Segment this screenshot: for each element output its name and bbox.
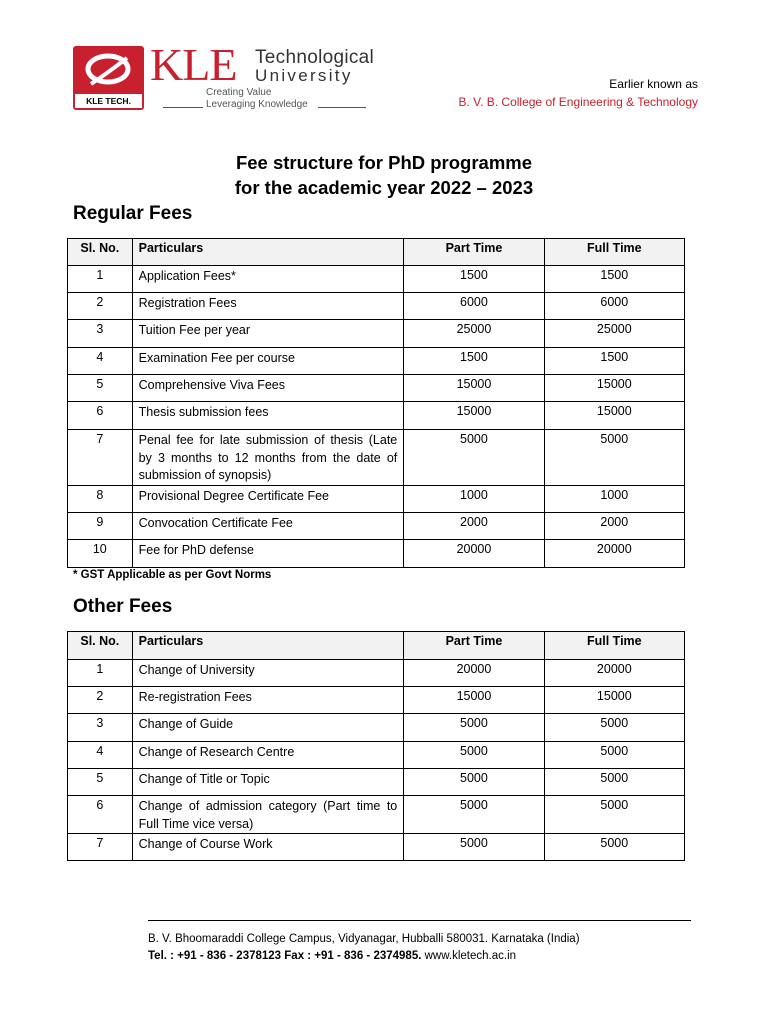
footer-website: www.kletech.ac.in: [421, 950, 517, 962]
kle-swirl-icon: [81, 50, 136, 92]
former-college-name: B. V. B. College of Engineering & Technology: [458, 95, 698, 109]
logo-tagline-2: Leveraging Knowledge: [206, 99, 308, 110]
cell-particular: Change of admission category (Part time to Full Time vice versa): [132, 796, 404, 834]
logo-technological: Technological: [255, 47, 375, 68]
cell-part-time: 5000: [404, 769, 544, 796]
other-fees-heading: Other Fees: [73, 596, 173, 617]
cell-sl-no: 6: [68, 402, 133, 430]
table-row: [68, 539, 685, 567]
table-row: [68, 512, 685, 539]
table-row: [68, 293, 685, 320]
table-row: [68, 742, 685, 769]
cell-part-time: 5000: [404, 714, 544, 742]
table-row: [68, 375, 685, 402]
logo-university: University: [255, 66, 353, 85]
cell-full-time: 1500: [544, 266, 684, 293]
cell-sl-no: 2: [68, 293, 133, 320]
table-row: [68, 485, 685, 512]
cell-full-time: 20000: [544, 660, 684, 687]
table-row: [68, 430, 685, 486]
cell-particular: Fee for PhD defense: [132, 539, 404, 567]
col-sl-no: Sl. No.: [68, 632, 133, 660]
cell-particular: Thesis submission fees: [132, 402, 404, 430]
cell-particular: Change of Course Work: [132, 834, 404, 861]
footer-contact: [148, 950, 516, 962]
earlier-known-as: Earlier known as: [609, 77, 698, 91]
cell-full-time: 5000: [544, 430, 684, 486]
cell-part-time: 5000: [404, 834, 544, 861]
cell-part-time: 25000: [404, 320, 544, 348]
cell-full-time: 5000: [544, 714, 684, 742]
logo-divider-right: [318, 107, 366, 108]
cell-full-time: 5000: [544, 742, 684, 769]
cell-full-time: 15000: [544, 687, 684, 714]
cell-part-time: 20000: [404, 539, 544, 567]
logo-tagline-1: Creating Value: [206, 87, 272, 98]
other-fees-table: [67, 631, 685, 861]
title-line-2: for the academic year 2022 – 2023: [234, 177, 534, 198]
table-header-row: [68, 239, 685, 266]
cell-particular: Convocation Certificate Fee: [132, 512, 404, 539]
cell-sl-no: 5: [68, 769, 133, 796]
cell-full-time: 15000: [544, 375, 684, 402]
cell-particular: Change of Research Centre: [132, 742, 404, 769]
kle-logo-mark: [73, 46, 144, 110]
table-row: [68, 402, 685, 430]
cell-full-time: 15000: [544, 402, 684, 430]
title-line-1: Fee structure for PhD programme: [235, 152, 533, 173]
cell-full-time: 1500: [544, 348, 684, 375]
table-header-row: [68, 632, 685, 660]
cell-full-time: 5000: [544, 796, 684, 834]
table-row: [68, 660, 685, 687]
cell-part-time: 15000: [404, 402, 544, 430]
cell-sl-no: 1: [68, 266, 133, 293]
cell-sl-no: 6: [68, 796, 133, 834]
footer-address: B. V. Bhoomaraddi College Campus, Vidyanagar, Hubballi 580031. Karnataka (India): [148, 933, 580, 945]
cell-particular: Re-registration Fees: [132, 687, 404, 714]
cell-part-time: 5000: [404, 430, 544, 486]
logo-tag: KLE TECH.: [75, 94, 142, 108]
cell-part-time: 1500: [404, 266, 544, 293]
document-title: [0, 150, 768, 200]
cell-particular: Change of University: [132, 660, 404, 687]
cell-particular: Provisional Degree Certificate Fee: [132, 485, 404, 512]
cell-full-time: 6000: [544, 293, 684, 320]
cell-sl-no: 10: [68, 539, 133, 567]
cell-sl-no: 5: [68, 375, 133, 402]
footer-divider: [148, 920, 691, 921]
cell-particular: Examination Fee per course: [132, 348, 404, 375]
cell-sl-no: 1: [68, 660, 133, 687]
cell-full-time: 25000: [544, 320, 684, 348]
cell-part-time: 20000: [404, 660, 544, 687]
cell-sl-no: 2: [68, 687, 133, 714]
gst-note: * GST Applicable as per Govt Norms: [73, 569, 272, 581]
cell-sl-no: 9: [68, 512, 133, 539]
col-full-time: Full Time: [544, 632, 684, 660]
col-particulars: Particulars: [132, 632, 404, 660]
col-sl-no: Sl. No.: [68, 239, 133, 266]
col-full-time: Full Time: [544, 239, 684, 266]
cell-full-time: 20000: [544, 539, 684, 567]
regular-fees-table: [67, 238, 685, 568]
cell-part-time: 5000: [404, 796, 544, 834]
cell-sl-no: 8: [68, 485, 133, 512]
table-row: [68, 320, 685, 348]
cell-part-time: 6000: [404, 293, 544, 320]
cell-part-time: 5000: [404, 742, 544, 769]
cell-sl-no: 4: [68, 348, 133, 375]
table-row: [68, 714, 685, 742]
cell-sl-no: 4: [68, 742, 133, 769]
regular-fees-heading: Regular Fees: [73, 203, 193, 224]
cell-full-time: 2000: [544, 512, 684, 539]
logo-wordmark: KLE: [150, 39, 237, 90]
table-row: [68, 834, 685, 861]
cell-part-time: 2000: [404, 512, 544, 539]
cell-full-time: 5000: [544, 769, 684, 796]
table-row: [68, 769, 685, 796]
footer-phone-fax: Tel. : +91 - 836 - 2378123 Fax : +91 - 836 - 2374985.: [148, 950, 422, 962]
cell-particular: Application Fees*: [132, 266, 404, 293]
table-row: [68, 687, 685, 714]
col-particulars: Particulars: [132, 239, 404, 266]
cell-full-time: 5000: [544, 834, 684, 861]
cell-particular: Penal fee for late submission of thesis (Late by 3 months to 12 months from the date of submission of synopsis): [132, 430, 404, 486]
cell-sl-no: 3: [68, 714, 133, 742]
col-part-time: Part Time: [404, 632, 544, 660]
cell-part-time: 1000: [404, 485, 544, 512]
table-row: [68, 266, 685, 293]
cell-part-time: 1500: [404, 348, 544, 375]
cell-particular: Tuition Fee per year: [132, 320, 404, 348]
cell-sl-no: 7: [68, 834, 133, 861]
cell-particular: Comprehensive Viva Fees: [132, 375, 404, 402]
cell-full-time: 1000: [544, 485, 684, 512]
cell-part-time: 15000: [404, 687, 544, 714]
table-row: [68, 796, 685, 834]
cell-particular: Registration Fees: [132, 293, 404, 320]
cell-particular: Change of Guide: [132, 714, 404, 742]
table-row: [68, 348, 685, 375]
cell-part-time: 15000: [404, 375, 544, 402]
logo-divider-left: [163, 107, 203, 108]
cell-sl-no: 7: [68, 430, 133, 486]
col-part-time: Part Time: [404, 239, 544, 266]
letterhead: [0, 0, 768, 130]
cell-particular: Change of Title or Topic: [132, 769, 404, 796]
cell-sl-no: 3: [68, 320, 133, 348]
